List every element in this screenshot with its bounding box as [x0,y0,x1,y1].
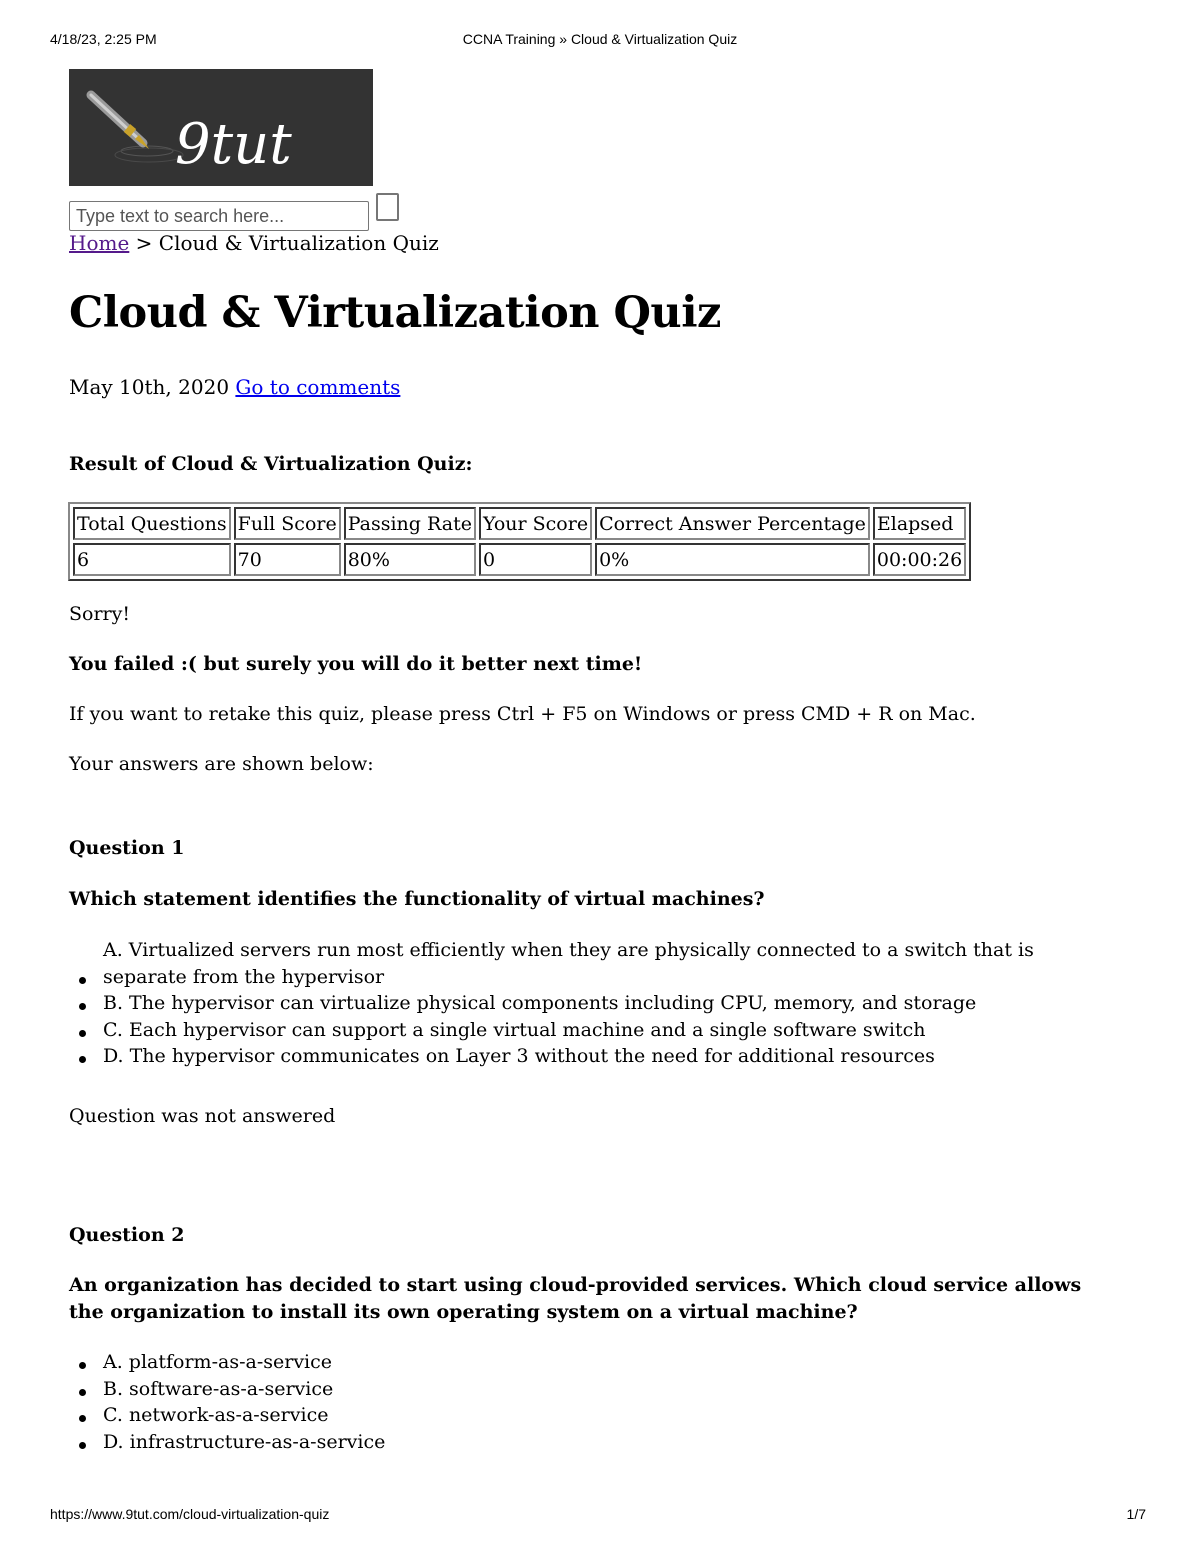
question-1-title: Question 1 [69,837,185,859]
breadcrumb-current: Cloud & Virtualization Quiz [158,231,439,255]
question-1-status: Question was not answered [69,1105,336,1127]
header-your-score: Your Score [479,507,592,540]
value-your-score: 0 [479,543,592,576]
value-elapsed: 00:00:26 [873,543,966,576]
post-meta [69,375,400,399]
list-item: C. network-as-a-service [103,1402,1113,1429]
list-item: D. infrastructure-as-a-service [103,1429,1113,1456]
search-form [69,191,409,233]
result-value-row [73,543,966,576]
header-full-score: Full Score [234,507,341,540]
post-date: May 10th, 2020 [69,375,230,399]
breadcrumb [69,231,439,255]
print-header-date: 4/18/23, 2:25 PM [50,31,157,47]
result-heading: Result of Cloud & Virtualization Quiz: [69,453,473,475]
question-1-options [103,937,1113,1070]
value-full-score: 70 [234,543,341,576]
failed-text: You failed :( but surely you will do it better next time! [69,653,643,675]
pen-icon [69,69,373,186]
value-passing-rate: 80% [344,543,476,576]
site-logo[interactable] [69,69,373,186]
comments-link[interactable]: Go to comments [235,375,401,399]
page-title: Cloud & Virtualization Quiz [69,288,721,338]
list-item: A. platform-as-a-service [103,1349,1113,1376]
header-passing-rate: Passing Rate [344,507,476,540]
answers-below-text: Your answers are shown below: [69,753,374,775]
result-table [68,502,971,581]
header-correct-percentage: Correct Answer Percentage [595,507,870,540]
breadcrumb-separator: > [129,231,159,255]
retake-text: If you want to retake this quiz, please press Ctrl + F5 on Windows or press CMD + R on Mac. [69,703,976,725]
value-correct-percentage: 0% [595,543,870,576]
header-elapsed: Elapsed [873,507,966,540]
result-header-row [73,507,966,540]
question-2-title: Question 2 [69,1224,185,1246]
breadcrumb-home-link[interactable]: Home [69,231,130,255]
logo-text: 9tut [175,112,292,177]
question-2-options [103,1349,1113,1455]
question-2-text: An organization has decided to start using cloud-provided services. Which cloud service allows the organization to install its own operating system on a virtual machine? [69,1274,1082,1323]
sorry-text: Sorry! [69,603,130,625]
header-total-questions: Total Questions [73,507,231,540]
question-1-text: Which statement identifies the functionality of virtual machines? [69,888,765,910]
print-header-title: CCNA Training » Cloud & Virtualization Quiz [462,31,738,47]
print-footer-url: https://www.9tut.com/cloud-virtualization-quiz [50,1506,330,1522]
list-item: B. software-as-a-service [103,1376,1113,1403]
value-total-questions: 6 [73,543,231,576]
list-item: B. The hypervisor can virtualize physical components including CPU, memory, and storage [103,990,1113,1017]
list-item: D. The hypervisor communicates on Layer 3 without the need for additional resources [103,1043,1113,1070]
list-item: C. Each hypervisor can support a single virtual machine and a single software switch [103,1017,1113,1044]
print-footer-page: 1/7 [1126,1506,1146,1522]
search-input[interactable] [69,201,369,231]
list-item: A. Virtualized servers run most efficiently when they are physically connected to a switch that is separate from the hypervisor [103,937,1113,990]
search-button[interactable] [376,193,399,221]
